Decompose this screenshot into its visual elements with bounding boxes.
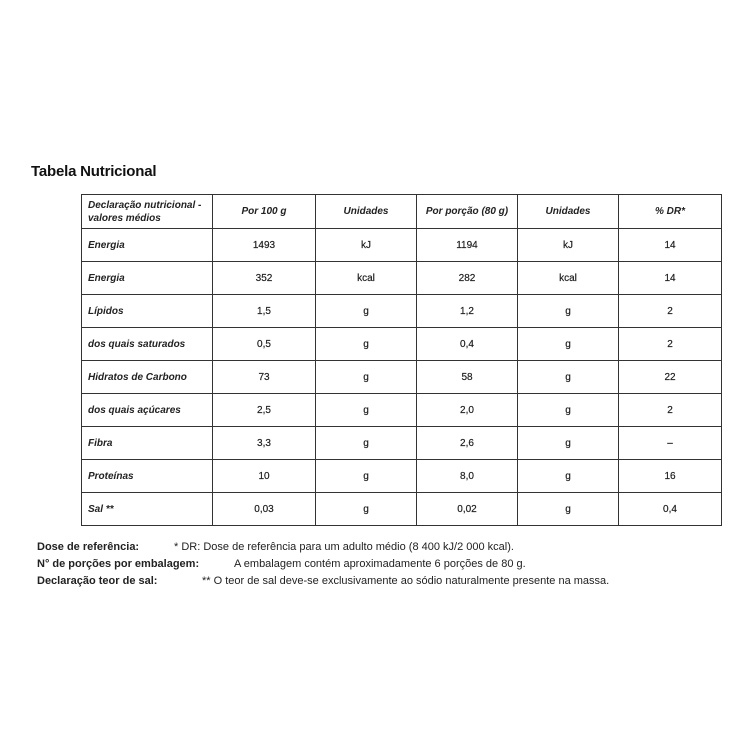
header-units-1: Unidades	[316, 195, 417, 229]
value-per-portion: 58	[417, 361, 518, 394]
value-per-portion: 282	[417, 262, 518, 295]
value-per-portion: 2,6	[417, 427, 518, 460]
nutrient-name: Hidratos de Carbono	[82, 361, 213, 394]
value-per-100g: 73	[213, 361, 316, 394]
value-dr-percent: 0,4	[619, 493, 722, 526]
value-per-portion: 8,0	[417, 460, 518, 493]
table-row	[82, 394, 722, 427]
unit-per-100g: g	[316, 460, 417, 493]
table-row	[82, 295, 722, 328]
unit-per-portion: kJ	[518, 229, 619, 262]
value-per-portion: 1,2	[417, 295, 518, 328]
unit-per-100g: g	[316, 295, 417, 328]
value-dr-percent: 16	[619, 460, 722, 493]
unit-per-100g: g	[316, 493, 417, 526]
nutrient-name: Proteínas	[82, 460, 213, 493]
header-per-portion: Por porção (80 g)	[417, 195, 518, 229]
value-per-100g: 1,5	[213, 295, 316, 328]
value-dr-percent: 2	[619, 328, 722, 361]
unit-per-100g: kcal	[316, 262, 417, 295]
value-dr-percent: 22	[619, 361, 722, 394]
unit-per-portion: g	[518, 394, 619, 427]
nutrition-table	[81, 194, 722, 526]
value-dr-percent: 2	[619, 394, 722, 427]
unit-per-100g: g	[316, 394, 417, 427]
nutrient-name: dos quais açúcares	[82, 394, 213, 427]
header-dr-percent: % DR*	[619, 195, 722, 229]
value-per-100g: 352	[213, 262, 316, 295]
header-units-2: Unidades	[518, 195, 619, 229]
value-per-portion: 0,02	[417, 493, 518, 526]
table-row	[82, 328, 722, 361]
note-label: Declaração teor de sal:	[37, 575, 158, 587]
unit-per-portion: kcal	[518, 262, 619, 295]
nutrient-name: Energia	[82, 229, 213, 262]
unit-per-portion: g	[518, 493, 619, 526]
nutrient-name: dos quais saturados	[82, 328, 213, 361]
value-per-portion: 0,4	[417, 328, 518, 361]
value-dr-percent: –	[619, 427, 722, 460]
value-per-100g: 0,5	[213, 328, 316, 361]
note-label: N° de porções por embalagem:	[37, 558, 200, 570]
unit-per-portion: g	[518, 295, 619, 328]
value-per-100g: 1493	[213, 229, 316, 262]
value-per-100g: 2,5	[213, 394, 316, 427]
unit-per-100g: kJ	[316, 229, 417, 262]
table-row	[82, 427, 722, 460]
table-row	[82, 229, 722, 262]
unit-per-portion: g	[518, 328, 619, 361]
value-dr-percent: 2	[619, 295, 722, 328]
nutrient-name: Fibra	[82, 427, 213, 460]
value-per-portion: 2,0	[417, 394, 518, 427]
value-per-100g: 3,3	[213, 427, 316, 460]
nutrient-name: Sal **	[82, 493, 213, 526]
value-dr-percent: 14	[619, 229, 722, 262]
note-label: Dose de referência:	[37, 541, 140, 553]
unit-per-100g: g	[316, 427, 417, 460]
header-per-100g: Por 100 g	[213, 195, 316, 229]
note-text: ** O teor de sal deve-se exclusivamente ao sódio naturalmente presente na massa.	[202, 575, 610, 587]
nutrient-name: Lípidos	[82, 295, 213, 328]
value-per-100g: 10	[213, 460, 316, 493]
unit-per-portion: g	[518, 427, 619, 460]
value-per-100g: 0,03	[213, 493, 316, 526]
unit-per-100g: g	[316, 361, 417, 394]
unit-per-portion: g	[518, 361, 619, 394]
table-row	[82, 262, 722, 295]
unit-per-100g: g	[316, 328, 417, 361]
note-text: A embalagem contém aproximadamente 6 porções de 80 g.	[234, 558, 526, 570]
nutrient-name: Energia	[82, 262, 213, 295]
table-row	[82, 361, 722, 394]
note-text: * DR: Dose de referência para um adulto médio (8 400 kJ/2 000 kcal).	[174, 541, 514, 553]
unit-per-portion: g	[518, 460, 619, 493]
header-declaration: Declaração nutricional - valores médios	[82, 195, 213, 229]
table-row	[82, 493, 722, 526]
value-dr-percent: 14	[619, 262, 722, 295]
page-title: Tabela Nutricional	[31, 163, 157, 180]
table-header-row	[82, 195, 722, 229]
value-per-portion: 1194	[417, 229, 518, 262]
table-row	[82, 460, 722, 493]
